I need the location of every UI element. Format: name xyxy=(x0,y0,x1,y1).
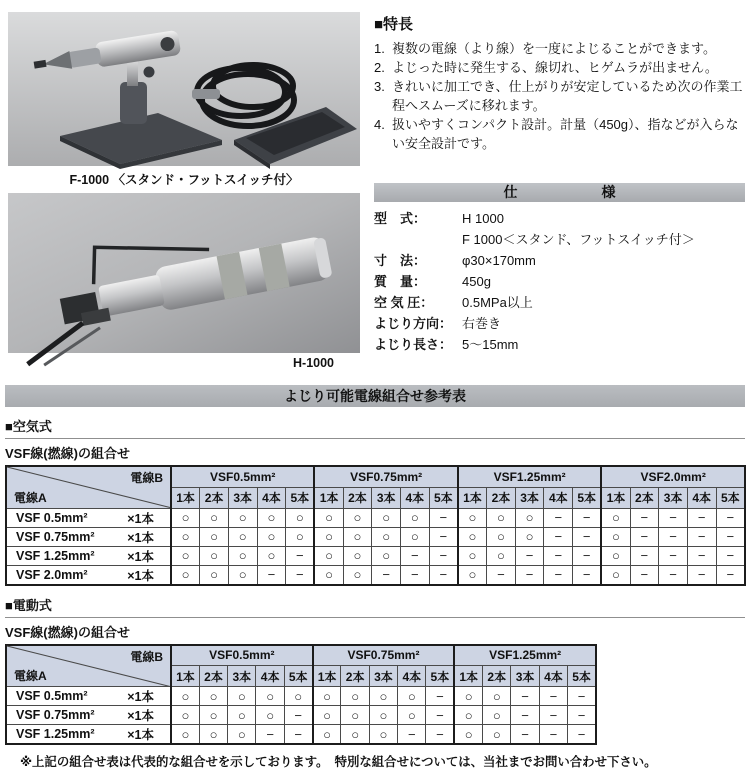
combination-impossible-mark: − xyxy=(716,508,745,527)
corner-label-wire-b: 電線B xyxy=(130,649,163,664)
combination-impossible-mark: − xyxy=(544,565,573,585)
spec-row xyxy=(374,334,745,355)
combination-possible-mark: ○ xyxy=(228,546,257,565)
combination-impossible-mark: − xyxy=(426,725,454,745)
spec-label: 寸 法： xyxy=(374,252,427,268)
count-header: 4本 xyxy=(256,666,284,687)
combination-possible-mark: ○ xyxy=(256,687,284,706)
combination-impossible-mark: − xyxy=(568,687,596,706)
combination-impossible-mark: − xyxy=(573,508,602,527)
combination-possible-mark: ○ xyxy=(341,706,369,725)
combination-possible-mark: ○ xyxy=(199,725,227,745)
table-mount xyxy=(0,644,750,746)
combination-impossible-mark: − xyxy=(573,527,602,546)
wire-a-type: VSF 0.75mm² xyxy=(16,708,95,722)
combination-impossible-mark: − xyxy=(659,527,688,546)
combination-impossible-mark: − xyxy=(716,546,745,565)
combination-impossible-mark: − xyxy=(716,565,745,585)
combination-impossible-mark: − xyxy=(630,527,659,546)
wire-a-type: VSF 2.0mm² xyxy=(16,567,88,582)
count-header: 3本 xyxy=(659,487,688,508)
combination-impossible-mark: − xyxy=(515,565,544,585)
combination-possible-mark: ○ xyxy=(314,546,343,565)
table-caption-pneumatic: VSF線(撚線)の組合せ xyxy=(5,446,130,461)
combination-impossible-mark: − xyxy=(687,565,716,585)
count-header: 4本 xyxy=(401,487,430,508)
combination-possible-mark: ○ xyxy=(228,527,257,546)
wing-nut xyxy=(144,67,155,78)
wire-b-group-header: VSF0.75mm² xyxy=(314,466,457,487)
combination-possible-mark: ○ xyxy=(257,527,286,546)
spec-label: 空 気 圧： xyxy=(374,294,434,310)
combination-possible-mark: ○ xyxy=(401,527,430,546)
feature-number: 1. xyxy=(374,41,385,56)
combination-impossible-mark: − xyxy=(716,527,745,546)
combination-possible-mark: ○ xyxy=(343,546,372,565)
wire-a-quantity: ×1本 xyxy=(127,709,154,723)
combination-possible-mark: ○ xyxy=(171,687,199,706)
combination-possible-mark: ○ xyxy=(257,508,286,527)
combination-possible-mark: ○ xyxy=(286,527,315,546)
corner-label-wire-a: 電線A xyxy=(14,490,47,505)
combination-impossible-mark: − xyxy=(573,565,602,585)
wire-a-type: VSF 0.5mm² xyxy=(16,689,88,703)
wire-a-quantity: ×1本 xyxy=(127,549,154,564)
table-row xyxy=(6,687,596,706)
combination-impossible-mark: − xyxy=(511,725,539,745)
combination-possible-mark: ○ xyxy=(313,687,341,706)
combination-impossible-mark: − xyxy=(659,565,688,585)
combination-impossible-mark: − xyxy=(539,725,567,745)
count-header: 3本 xyxy=(511,666,539,687)
count-header: 1本 xyxy=(313,666,341,687)
spec-value: H 1000 xyxy=(462,210,504,226)
table-mount xyxy=(0,465,750,586)
feature-text: 複数の電線（より線）を一度によじることができます。 xyxy=(392,41,716,56)
combination-possible-mark: ○ xyxy=(343,565,372,585)
combination-possible-mark: ○ xyxy=(458,565,487,585)
combination-possible-mark: ○ xyxy=(171,527,200,546)
count-header: 3本 xyxy=(372,487,401,508)
count-header: 4本 xyxy=(687,487,716,508)
table-caption-electric: VSF線(撚線)の組合せ xyxy=(5,624,130,640)
wire-b-group-header: VSF0.75mm² xyxy=(313,645,455,666)
spec-value: φ30×170mm xyxy=(462,252,536,268)
spec-label: 型 式： xyxy=(374,210,427,226)
combination-impossible-mark: − xyxy=(286,546,315,565)
count-header: 3本 xyxy=(369,666,397,687)
count-header: 5本 xyxy=(429,487,458,508)
count-header: 1本 xyxy=(458,487,487,508)
combination-impossible-mark: − xyxy=(426,687,454,706)
count-header: 3本 xyxy=(228,666,256,687)
spec-row xyxy=(374,271,745,292)
wire-a-quantity: ×1本 xyxy=(127,568,154,583)
combination-impossible-mark: − xyxy=(568,706,596,725)
corner-label-wire-b: 電線B xyxy=(130,471,163,485)
combination-possible-mark: ○ xyxy=(171,725,199,745)
combination-possible-mark: ○ xyxy=(171,508,200,527)
electric-combination-table xyxy=(5,644,597,746)
count-header: 1本 xyxy=(171,487,200,508)
section-pneumatic xyxy=(0,416,750,586)
combination-possible-mark: ○ xyxy=(483,706,511,725)
count-header: 4本 xyxy=(398,666,426,687)
combination-possible-mark: ○ xyxy=(343,527,372,546)
wire-a-quantity: ×1本 xyxy=(127,511,154,526)
count-header: 1本 xyxy=(601,487,630,508)
combination-possible-mark: ○ xyxy=(487,527,516,546)
combination-possible-mark: ○ xyxy=(458,527,487,546)
features-list xyxy=(374,40,745,154)
count-header: 5本 xyxy=(284,666,312,687)
count-header: 1本 xyxy=(454,666,482,687)
spec-value: 0.5MPa以上 xyxy=(462,294,533,310)
combination-possible-mark: ○ xyxy=(199,687,227,706)
wire-a-label-cell xyxy=(6,508,171,527)
combination-impossible-mark: − xyxy=(426,706,454,725)
count-header: 2本 xyxy=(343,487,372,508)
combination-impossible-mark: − xyxy=(544,508,573,527)
spec-label: 質 量： xyxy=(374,273,427,289)
combination-possible-mark: ○ xyxy=(199,706,227,725)
spec-value: F 1000＜スタンド、フットスイッチ付＞ xyxy=(462,231,695,247)
combination-possible-mark: ○ xyxy=(257,546,286,565)
spec-row xyxy=(374,250,745,271)
features-heading: ■特長 xyxy=(374,16,414,33)
combination-possible-mark: ○ xyxy=(341,687,369,706)
count-header: 5本 xyxy=(568,666,596,687)
combination-impossible-mark: − xyxy=(284,725,312,745)
product-photo-h1000 xyxy=(8,193,360,353)
combination-possible-mark: ○ xyxy=(601,546,630,565)
count-header: 5本 xyxy=(716,487,745,508)
combination-possible-mark: ○ xyxy=(487,508,516,527)
feature-item xyxy=(374,78,745,116)
combination-impossible-mark: − xyxy=(659,508,688,527)
stand-column xyxy=(120,82,147,124)
wire-a-label-cell xyxy=(6,725,171,745)
table-row xyxy=(6,546,745,565)
combination-impossible-mark: − xyxy=(687,508,716,527)
spec-row xyxy=(374,292,745,313)
combination-impossible-mark: − xyxy=(284,706,312,725)
section-heading-electric: ■電動式 xyxy=(5,595,745,618)
combination-possible-mark: ○ xyxy=(284,687,312,706)
combination-possible-mark: ○ xyxy=(458,508,487,527)
feature-text: きれいに加工でき、仕上がりが安定しているため次の作業工程へスムーズに移れます。 xyxy=(392,78,743,113)
combination-possible-mark: ○ xyxy=(228,706,256,725)
top-section xyxy=(0,12,750,370)
feature-number: 2. xyxy=(374,59,385,75)
hose-connector xyxy=(192,89,220,99)
spec-label: よじり長さ： xyxy=(374,336,453,352)
feature-item xyxy=(374,116,745,154)
combination-possible-mark: ○ xyxy=(200,546,229,565)
count-header: 4本 xyxy=(539,666,567,687)
combination-possible-mark: ○ xyxy=(601,565,630,585)
spec-heading: 仕 様 xyxy=(374,183,745,202)
combination-impossible-mark: − xyxy=(687,527,716,546)
table-row xyxy=(6,527,745,546)
combination-impossible-mark: − xyxy=(256,725,284,745)
combination-possible-mark: ○ xyxy=(398,706,426,725)
spec-row xyxy=(374,313,745,334)
wire-a-label-cell xyxy=(6,527,171,546)
count-header: 5本 xyxy=(286,487,315,508)
combination-impossible-mark: − xyxy=(630,546,659,565)
combination-possible-mark: ○ xyxy=(286,508,315,527)
combination-possible-mark: ○ xyxy=(515,508,544,527)
combination-impossible-mark: − xyxy=(401,565,430,585)
combination-table-title: よじり可能電線組合せ参考表 xyxy=(5,385,745,407)
combination-possible-mark: ○ xyxy=(256,706,284,725)
combination-possible-mark: ○ xyxy=(454,687,482,706)
combination-impossible-mark: − xyxy=(372,565,401,585)
combination-impossible-mark: − xyxy=(573,546,602,565)
combination-possible-mark: ○ xyxy=(372,508,401,527)
table-row xyxy=(6,725,596,745)
spec-value: 5〜15mm xyxy=(462,336,519,352)
combination-impossible-mark: − xyxy=(429,565,458,585)
combination-possible-mark: ○ xyxy=(369,725,397,745)
spec-row xyxy=(374,229,745,250)
combination-possible-mark: ○ xyxy=(341,725,369,745)
combination-possible-mark: ○ xyxy=(601,508,630,527)
combination-impossible-mark: − xyxy=(539,687,567,706)
wire-a-type: VSF 0.5mm² xyxy=(16,510,88,525)
combination-impossible-mark: − xyxy=(511,706,539,725)
photo-caption-f1000: F-1000 〈スタンド・フットスイッチ付〉 xyxy=(69,173,299,187)
combination-impossible-mark: − xyxy=(429,546,458,565)
table-row xyxy=(6,706,596,725)
combination-impossible-mark: − xyxy=(487,565,516,585)
feature-text: よじった時に発生する、線切れ、ヒゲムラが出ません。 xyxy=(392,59,718,75)
feature-text: 扱いやすくコンパクト設計。計量（450g）、指などが入らない安全設計です。 xyxy=(392,116,739,151)
combination-possible-mark: ○ xyxy=(515,527,544,546)
count-header: 2本 xyxy=(199,666,227,687)
count-header: 1本 xyxy=(171,666,199,687)
combination-possible-mark: ○ xyxy=(171,565,200,585)
footnote: ※上記の組合せ表は代表的な組合せを示しております。 特別な組合せについては、当社までお問い合わせ下さい。 xyxy=(20,755,657,769)
spec-value: 右巻き xyxy=(462,315,502,331)
section-heading-pneumatic: ■空気式 xyxy=(5,416,745,439)
corner-label-wire-a: 電線A xyxy=(14,669,47,683)
wire-a-type: VSF 1.25mm² xyxy=(16,548,95,563)
wire-b-group-header: VSF2.0mm² xyxy=(601,466,745,487)
combination-possible-mark: ○ xyxy=(314,508,343,527)
count-header: 2本 xyxy=(483,666,511,687)
combination-possible-mark: ○ xyxy=(483,725,511,745)
combination-impossible-mark: − xyxy=(257,565,286,585)
combination-possible-mark: ○ xyxy=(483,687,511,706)
combination-possible-mark: ○ xyxy=(313,725,341,745)
combination-impossible-mark: − xyxy=(544,546,573,565)
combination-possible-mark: ○ xyxy=(369,687,397,706)
wire-a-label-cell xyxy=(6,546,171,565)
combination-possible-mark: ○ xyxy=(228,687,256,706)
combination-possible-mark: ○ xyxy=(171,546,200,565)
table-row xyxy=(6,508,745,527)
table-row xyxy=(6,565,745,585)
spec-row xyxy=(374,208,745,229)
count-header: 4本 xyxy=(544,487,573,508)
combination-possible-mark: ○ xyxy=(200,527,229,546)
wire-b-group-header: VSF0.5mm² xyxy=(171,645,313,666)
product-photo-f1000 xyxy=(8,12,360,166)
count-header: 5本 xyxy=(573,487,602,508)
wire-a-label-cell xyxy=(6,706,171,725)
combination-impossible-mark: − xyxy=(568,725,596,745)
wire-a-quantity: ×1本 xyxy=(127,728,154,742)
combination-possible-mark: ○ xyxy=(454,725,482,745)
feature-number: 3. xyxy=(374,78,385,94)
combination-possible-mark: ○ xyxy=(314,565,343,585)
combination-possible-mark: ○ xyxy=(171,706,199,725)
wire-a-type: VSF 0.75mm² xyxy=(16,529,95,544)
wire-b-group-header: VSF1.25mm² xyxy=(454,645,596,666)
wire-a-label-cell xyxy=(6,565,171,585)
combination-possible-mark: ○ xyxy=(314,527,343,546)
combination-possible-mark: ○ xyxy=(487,546,516,565)
feature-item xyxy=(374,59,745,78)
count-header: 4本 xyxy=(257,487,286,508)
combination-impossible-mark: − xyxy=(539,706,567,725)
combination-impossible-mark: − xyxy=(630,565,659,585)
combination-possible-mark: ○ xyxy=(228,508,257,527)
count-header: 2本 xyxy=(630,487,659,508)
pneumatic-combination-table xyxy=(5,465,746,586)
combination-impossible-mark: − xyxy=(401,546,430,565)
spec-label: よじり方向： xyxy=(374,315,453,331)
combination-possible-mark: ○ xyxy=(200,508,229,527)
count-header: 2本 xyxy=(200,487,229,508)
count-header: 3本 xyxy=(228,487,257,508)
combination-impossible-mark: − xyxy=(398,725,426,745)
combination-possible-mark: ○ xyxy=(228,565,257,585)
count-header: 2本 xyxy=(487,487,516,508)
count-header: 1本 xyxy=(314,487,343,508)
wire-a-label-cell xyxy=(6,687,171,706)
combination-impossible-mark: − xyxy=(286,565,315,585)
corner-header xyxy=(6,466,171,508)
combination-possible-mark: ○ xyxy=(454,706,482,725)
corner-header xyxy=(6,645,171,687)
combination-possible-mark: ○ xyxy=(313,706,341,725)
combination-impossible-mark: − xyxy=(630,508,659,527)
combination-impossible-mark: − xyxy=(544,527,573,546)
combination-possible-mark: ○ xyxy=(200,565,229,585)
combination-possible-mark: ○ xyxy=(401,508,430,527)
combination-possible-mark: ○ xyxy=(343,508,372,527)
combination-impossible-mark: − xyxy=(659,546,688,565)
count-header: 2本 xyxy=(341,666,369,687)
info-column xyxy=(374,12,745,370)
combination-possible-mark: ○ xyxy=(601,527,630,546)
wire-a-quantity: ×1本 xyxy=(127,530,154,545)
feature-number: 4. xyxy=(374,116,385,132)
spec-label xyxy=(374,229,462,250)
wire-a-type: VSF 1.25mm² xyxy=(16,727,95,741)
feature-item xyxy=(374,40,745,59)
wire-b-group-header: VSF1.25mm² xyxy=(458,466,601,487)
photo-column xyxy=(8,12,360,370)
photo-caption-h1000: H-1000 xyxy=(293,356,334,370)
spec-list xyxy=(374,208,745,355)
section-electric xyxy=(0,595,750,746)
count-header: 3本 xyxy=(515,487,544,508)
combination-possible-mark: ○ xyxy=(458,546,487,565)
combination-impossible-mark: − xyxy=(515,546,544,565)
combination-impossible-mark: − xyxy=(429,527,458,546)
count-header: 5本 xyxy=(426,666,454,687)
spec-value: 450g xyxy=(462,273,491,289)
combination-possible-mark: ○ xyxy=(372,546,401,565)
combination-possible-mark: ○ xyxy=(372,527,401,546)
combination-possible-mark: ○ xyxy=(398,687,426,706)
combination-impossible-mark: − xyxy=(429,508,458,527)
combination-possible-mark: ○ xyxy=(228,725,256,745)
wire-b-group-header: VSF0.5mm² xyxy=(171,466,314,487)
wire-a-quantity: ×1本 xyxy=(127,690,154,704)
combination-possible-mark: ○ xyxy=(369,706,397,725)
combination-impossible-mark: − xyxy=(511,687,539,706)
combination-impossible-mark: − xyxy=(687,546,716,565)
